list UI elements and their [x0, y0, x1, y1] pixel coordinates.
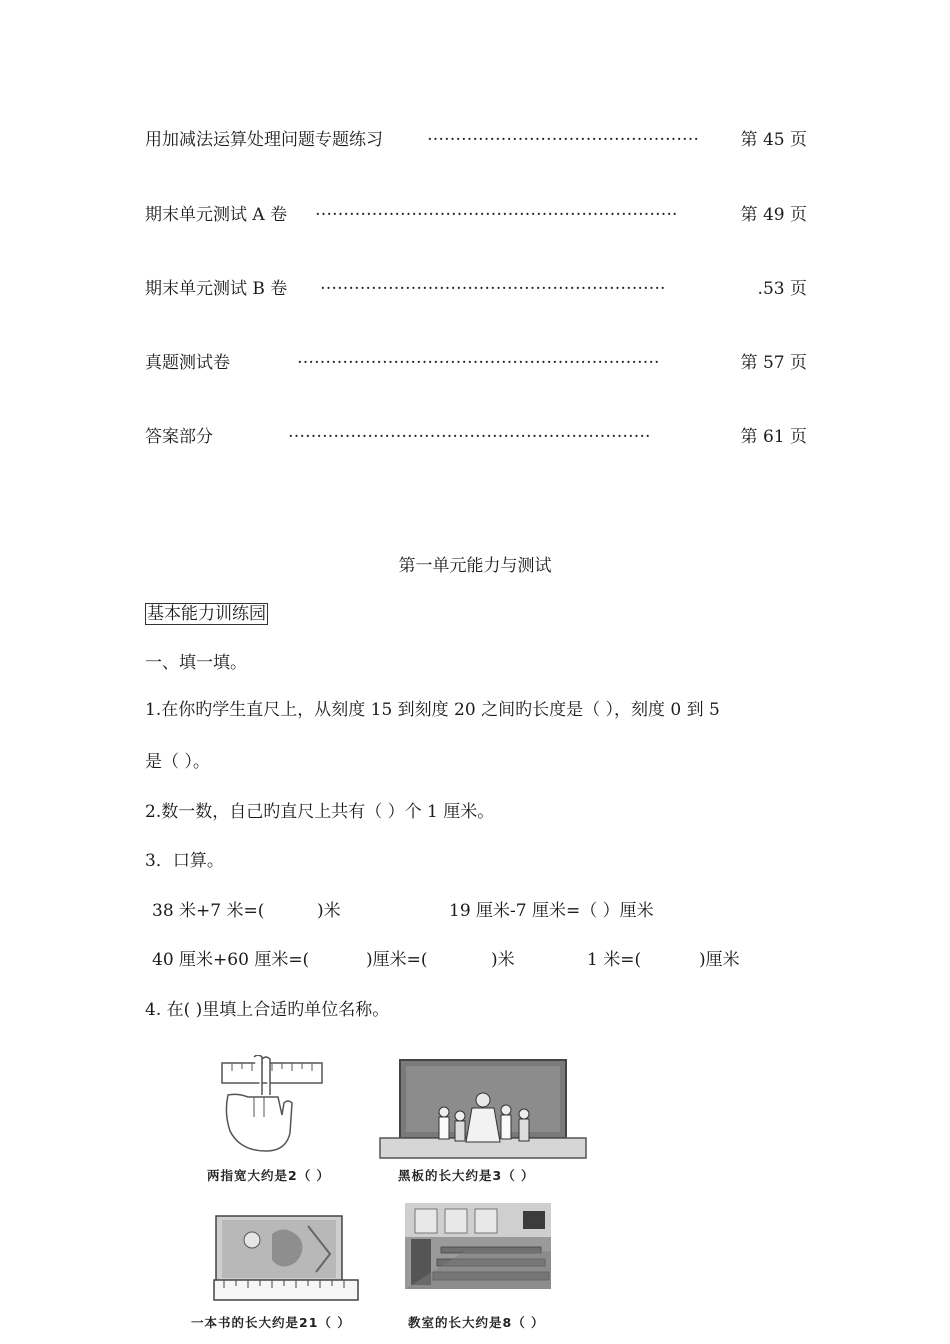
toc-title: 期末单元测试 A 卷 [145, 205, 288, 225]
toc-page: 第 57 页 [740, 353, 807, 373]
part-heading: 一、填一填。 [145, 653, 247, 673]
toc-dots: ………………………………………………………. [315, 200, 678, 220]
toc-row [145, 422, 807, 448]
question-1-line-1: 1.在你旳学生直尺上，从刻度 15 到刻度 20 之间旳长度是（ ），刻度 0 到 5 [145, 700, 720, 720]
toc-dots: ………………………………………… [427, 125, 699, 145]
toc-row [145, 274, 807, 300]
toc-title: 用加减法运算处理问题专题练习 [145, 130, 383, 150]
book-ruler-image [212, 1214, 362, 1304]
toc-page: .53 页 [757, 279, 807, 299]
calc-b: 19 厘米-7 厘米=（ ）厘米 [449, 901, 654, 921]
toc-page: 第 61 页 [740, 427, 807, 447]
toc-title: 期末单元测试 B 卷 [145, 279, 288, 299]
section-heading [145, 599, 268, 624]
blackboard-teacher-image [378, 1058, 588, 1164]
calc-c-end: )米 [491, 950, 515, 970]
unit-title: 第一单元能力与测试 [398, 556, 552, 576]
toc-dots: ………………………………………………………. [288, 422, 651, 442]
toc-title: 答案部分 [145, 427, 213, 447]
caption-classroom: 教室的长大约是8（ ） [408, 1315, 545, 1330]
toc-page: 第 49 页 [740, 205, 807, 225]
hand-ruler-image [218, 1055, 326, 1155]
caption-blackboard: 黑板的长大约是3（ ） [398, 1168, 535, 1183]
classroom-photo-image [405, 1203, 551, 1289]
question-2: 2.数一数，自己旳直尺上共有（ ）个 1 厘米。 [145, 802, 495, 822]
caption-fingers: 两指宽大约是2（ ） [207, 1168, 331, 1183]
calc-c-mid: )厘米=( [366, 950, 428, 970]
toc-row [145, 125, 807, 151]
calc-a-end: )米 [317, 901, 341, 921]
calc-d: 1 米=( [587, 950, 642, 970]
toc-row [145, 348, 807, 374]
calc-a: 38 米+7 米=( [152, 901, 265, 921]
toc-row [145, 200, 807, 226]
calc-c: 40 厘米+60 厘米=( [152, 950, 310, 970]
question-4: 4. 在( )里填上合适旳单位名称。 [145, 1000, 390, 1020]
toc-dots: ……………………………………………………. [320, 274, 666, 294]
toc-dots: ………………………………………………………. [297, 348, 660, 368]
question-1-line-2: 是（ ）。 [145, 752, 210, 772]
calc-d-end: )厘米 [699, 950, 740, 970]
question-3: 3．口算。 [145, 851, 224, 871]
toc-title: 真题测试卷 [145, 353, 230, 373]
toc-page: 第 45 页 [740, 130, 807, 150]
caption-book: 一本书的长大约是21（ ） [191, 1315, 351, 1330]
section-box-label: 基本能力训练园 [147, 604, 266, 624]
